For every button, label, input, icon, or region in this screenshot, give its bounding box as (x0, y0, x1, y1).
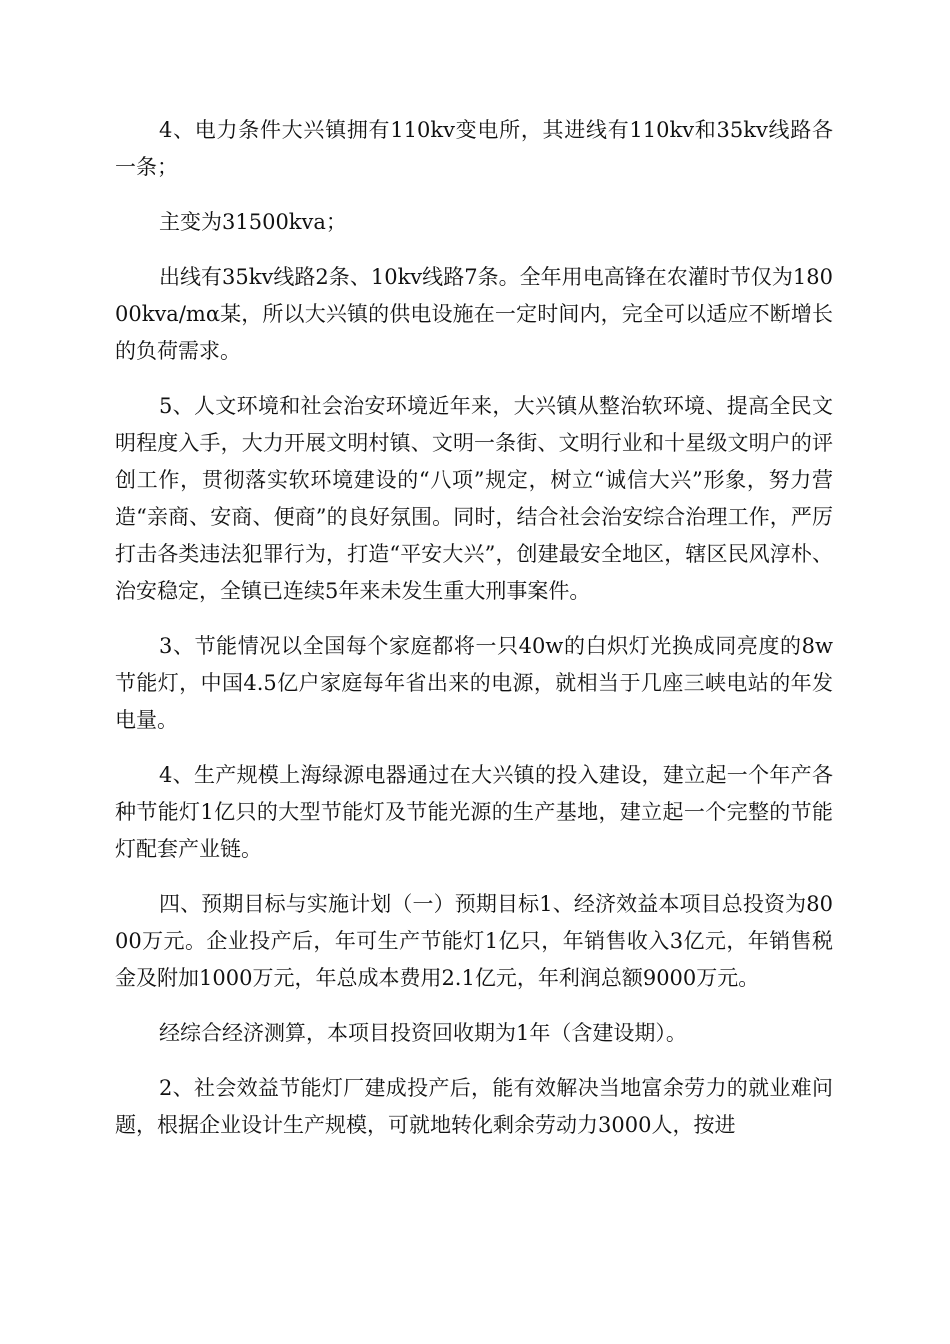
paragraph-energy-saving: 3、节能情况以全国每个家庭都将一只40w的白炽灯光换成同亮度的8w节能灯，中国4.5亿户家庭每年省出来的电源，就相当于几座三峡电站的年发电量。 (115, 634, 833, 732)
paragraph-payback-period: 经综合经济测算，本项目投资回收期为1年（含建设期）。 (159, 1021, 687, 1045)
paragraph-expected-goals: 四、预期目标与实施计划（一）预期目标1、经济效益本项目总投资为8000万元。企业投产后，年可生产节能灯1亿只，年销售收入3亿元，年销售税金及附加1000万元，年总成本费用2.1亿元，年利润总额9000万元。 (115, 892, 833, 990)
paragraph-main-transformer: 主变为31500kva； (159, 210, 347, 234)
paragraph-outgoing-lines: 出线有35kv线路2条、10kv线路7条。全年用电高锋在农灌时节仅为18000kva/mα某，所以大兴镇的供电设施在一定时间内，完全可以适应不断增长的负荷需求。 (115, 265, 833, 363)
paragraph-social-environment: 5、人文环境和社会治安环境近年来，大兴镇从整治软环境、提高全民文明程度入手，大力开展文明村镇、文明一条街、文明行业和十星级文明户的评创工作，贯彻落实软环境建设的“八项”规定，树立“诚信大兴”形象，努力营造“亲商、安商、便商”的良好氛围。同时，结合社会治安综合治理工作，严厉打击各类违法犯罪行为，打造“平安大兴”，创建最安全地区，辖区民风淳朴、治安稳定，全镇已连续5年来未发生重大刑事案件。 (115, 394, 833, 603)
document-body (115, 112, 833, 1162)
paragraph-power-conditions: 4、电力条件大兴镇拥有110kv变电所，其进线有110kv和35kv线路各一条； (115, 118, 833, 179)
paragraph-social-benefits: 2、社会效益节能灯厂建成投产后，能有效解决当地富余劳力的就业难问题，根据企业设计生产规模，可就地转化剩余劳动力3000人，按进 (115, 1076, 833, 1137)
paragraph-production-scale: 4、生产规模上海绿源电器通过在大兴镇的投入建设，建立起一个年产各种节能灯1亿只的大型节能灯及节能光源的生产基地，建立起一个完整的节能灯配套产业链。 (115, 763, 833, 861)
